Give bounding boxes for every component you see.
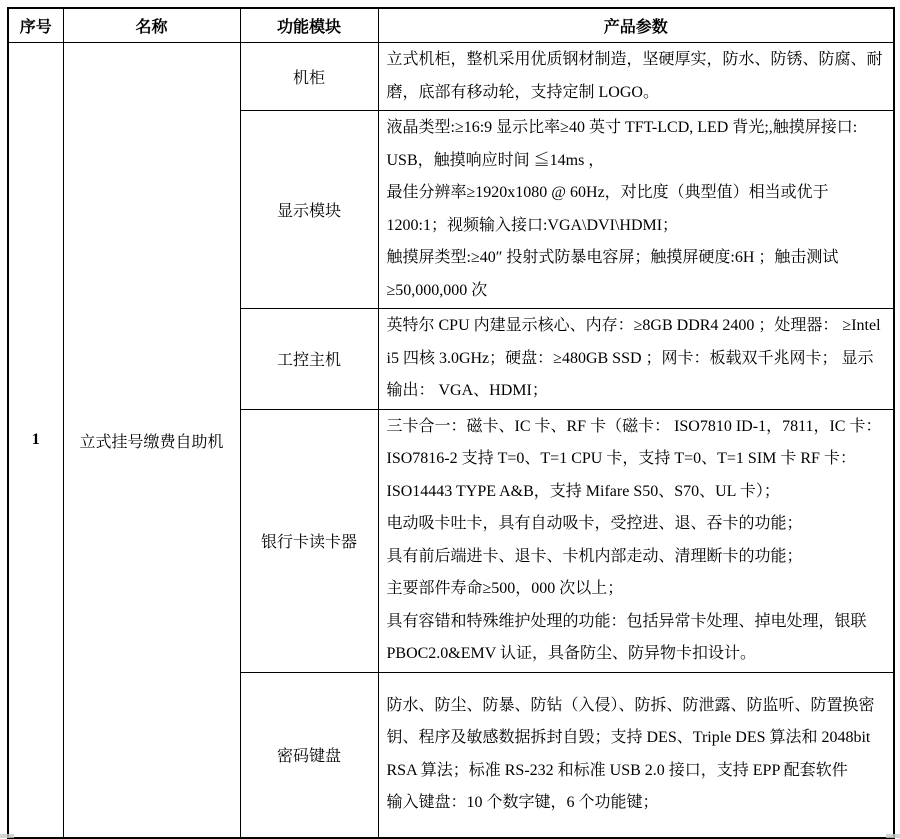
module-cell-host: 工控主机	[240, 309, 378, 410]
screenshot-edge-artifact	[0, 834, 14, 838]
module-cell-display: 显示模块	[240, 111, 378, 309]
table-row	[8, 43, 894, 111]
header-module: 功能模块	[240, 8, 378, 43]
params-cell-cabinet	[378, 43, 894, 111]
param-paragraph: 立式机柜，整机采用优质钢材制造，坚硬厚实，防水、防锈、防腐、耐磨，底部有移动轮，支持定制 LOGO。	[386, 51, 883, 101]
param-paragraph: 最佳分辨率≥1920x1080 @ 60Hz，对比度（典型值）相当或优于 1200:1；视频输入接口:VGA\DVI\HDMI；	[386, 184, 829, 234]
param-paragraph: 具有容错和特殊维护处理的功能：包括异常卡处理、掉电处理，银联 PBOC2.0&EMV 认证，具备防尘、防异物卡扣设计。	[386, 612, 867, 662]
param-paragraph: 英特尔 CPU 内建显示核心、内存：≥8GB DDR4 2400 ；处理器： ≥Intel i5 四核 3.0GHz；硬盘：≥480GB SSD ；网卡：板载双千兆网卡； 显示输出： VGA、HDMI；	[386, 317, 881, 399]
product-spec-table	[7, 7, 895, 839]
screenshot-edge-artifact	[886, 834, 900, 838]
header-row	[8, 8, 894, 43]
name-cell: 立式挂号缴费自助机	[63, 43, 240, 839]
module-cell-card-reader: 银行卡读卡器	[240, 409, 378, 672]
params-cell-host	[378, 309, 894, 410]
param-paragraph: 输入键盘：10 个数字键，6 个功能键；	[386, 794, 659, 812]
header-params: 产品参数	[378, 8, 894, 43]
param-paragraph: 具有前后端进卡、退卡、卡机内部走动、清理断卡的功能；	[386, 547, 803, 565]
param-paragraph: 三卡合一：磁卡、IC 卡、RF 卡（磁卡： ISO7810 ID-1，7811，IC 卡： ISO7816-2 支持 T=0、T=1 CPU 卡，支持 T=0、T=1 SIM 卡 RF 卡： ISO14443 TYPE A&B，支持 Mifare S50、S70、UL 卡）；	[386, 417, 882, 500]
param-paragraph: 触摸屏类型:≥40″ 投射式防暴电容屏；触摸屏硬度:6H ；触击测试≥50,000,000 次	[386, 249, 839, 299]
param-paragraph: 主要部件寿命≥500，000 次以上；	[386, 580, 624, 597]
params-cell-display	[378, 111, 894, 309]
header-name: 名称	[63, 8, 240, 43]
module-cell-cabinet: 机柜	[240, 43, 378, 111]
params-cell-pin-pad	[378, 672, 894, 838]
param-paragraph: 电动吸卡吐卡，具有自动吸卡，受控进、退、吞卡的功能；	[386, 515, 803, 532]
param-paragraph: 液晶类型:≥16:9 显示比率≥40 英寸 TFT-LCD, LED 背光;,触摸屏接口: USB，触摸响应时间 ≦14ms ，	[386, 119, 858, 169]
serial-cell: 1	[8, 43, 63, 839]
param-paragraph: 防水、防尘、防暴、防钻（入侵）、防拆、防泄露、防监听、防置换密钥、程序及敏感数据拆封自毁；支持 DES、Triple DES 算法和 2048bit RSA 算法；标准 RS-232 和标准 USB 2.0 接口，支持 EPP 配套软件	[386, 696, 875, 779]
module-cell-pin-pad: 密码键盘	[240, 672, 378, 838]
header-serial: 序号	[8, 8, 63, 43]
params-cell-card-reader	[378, 409, 894, 672]
